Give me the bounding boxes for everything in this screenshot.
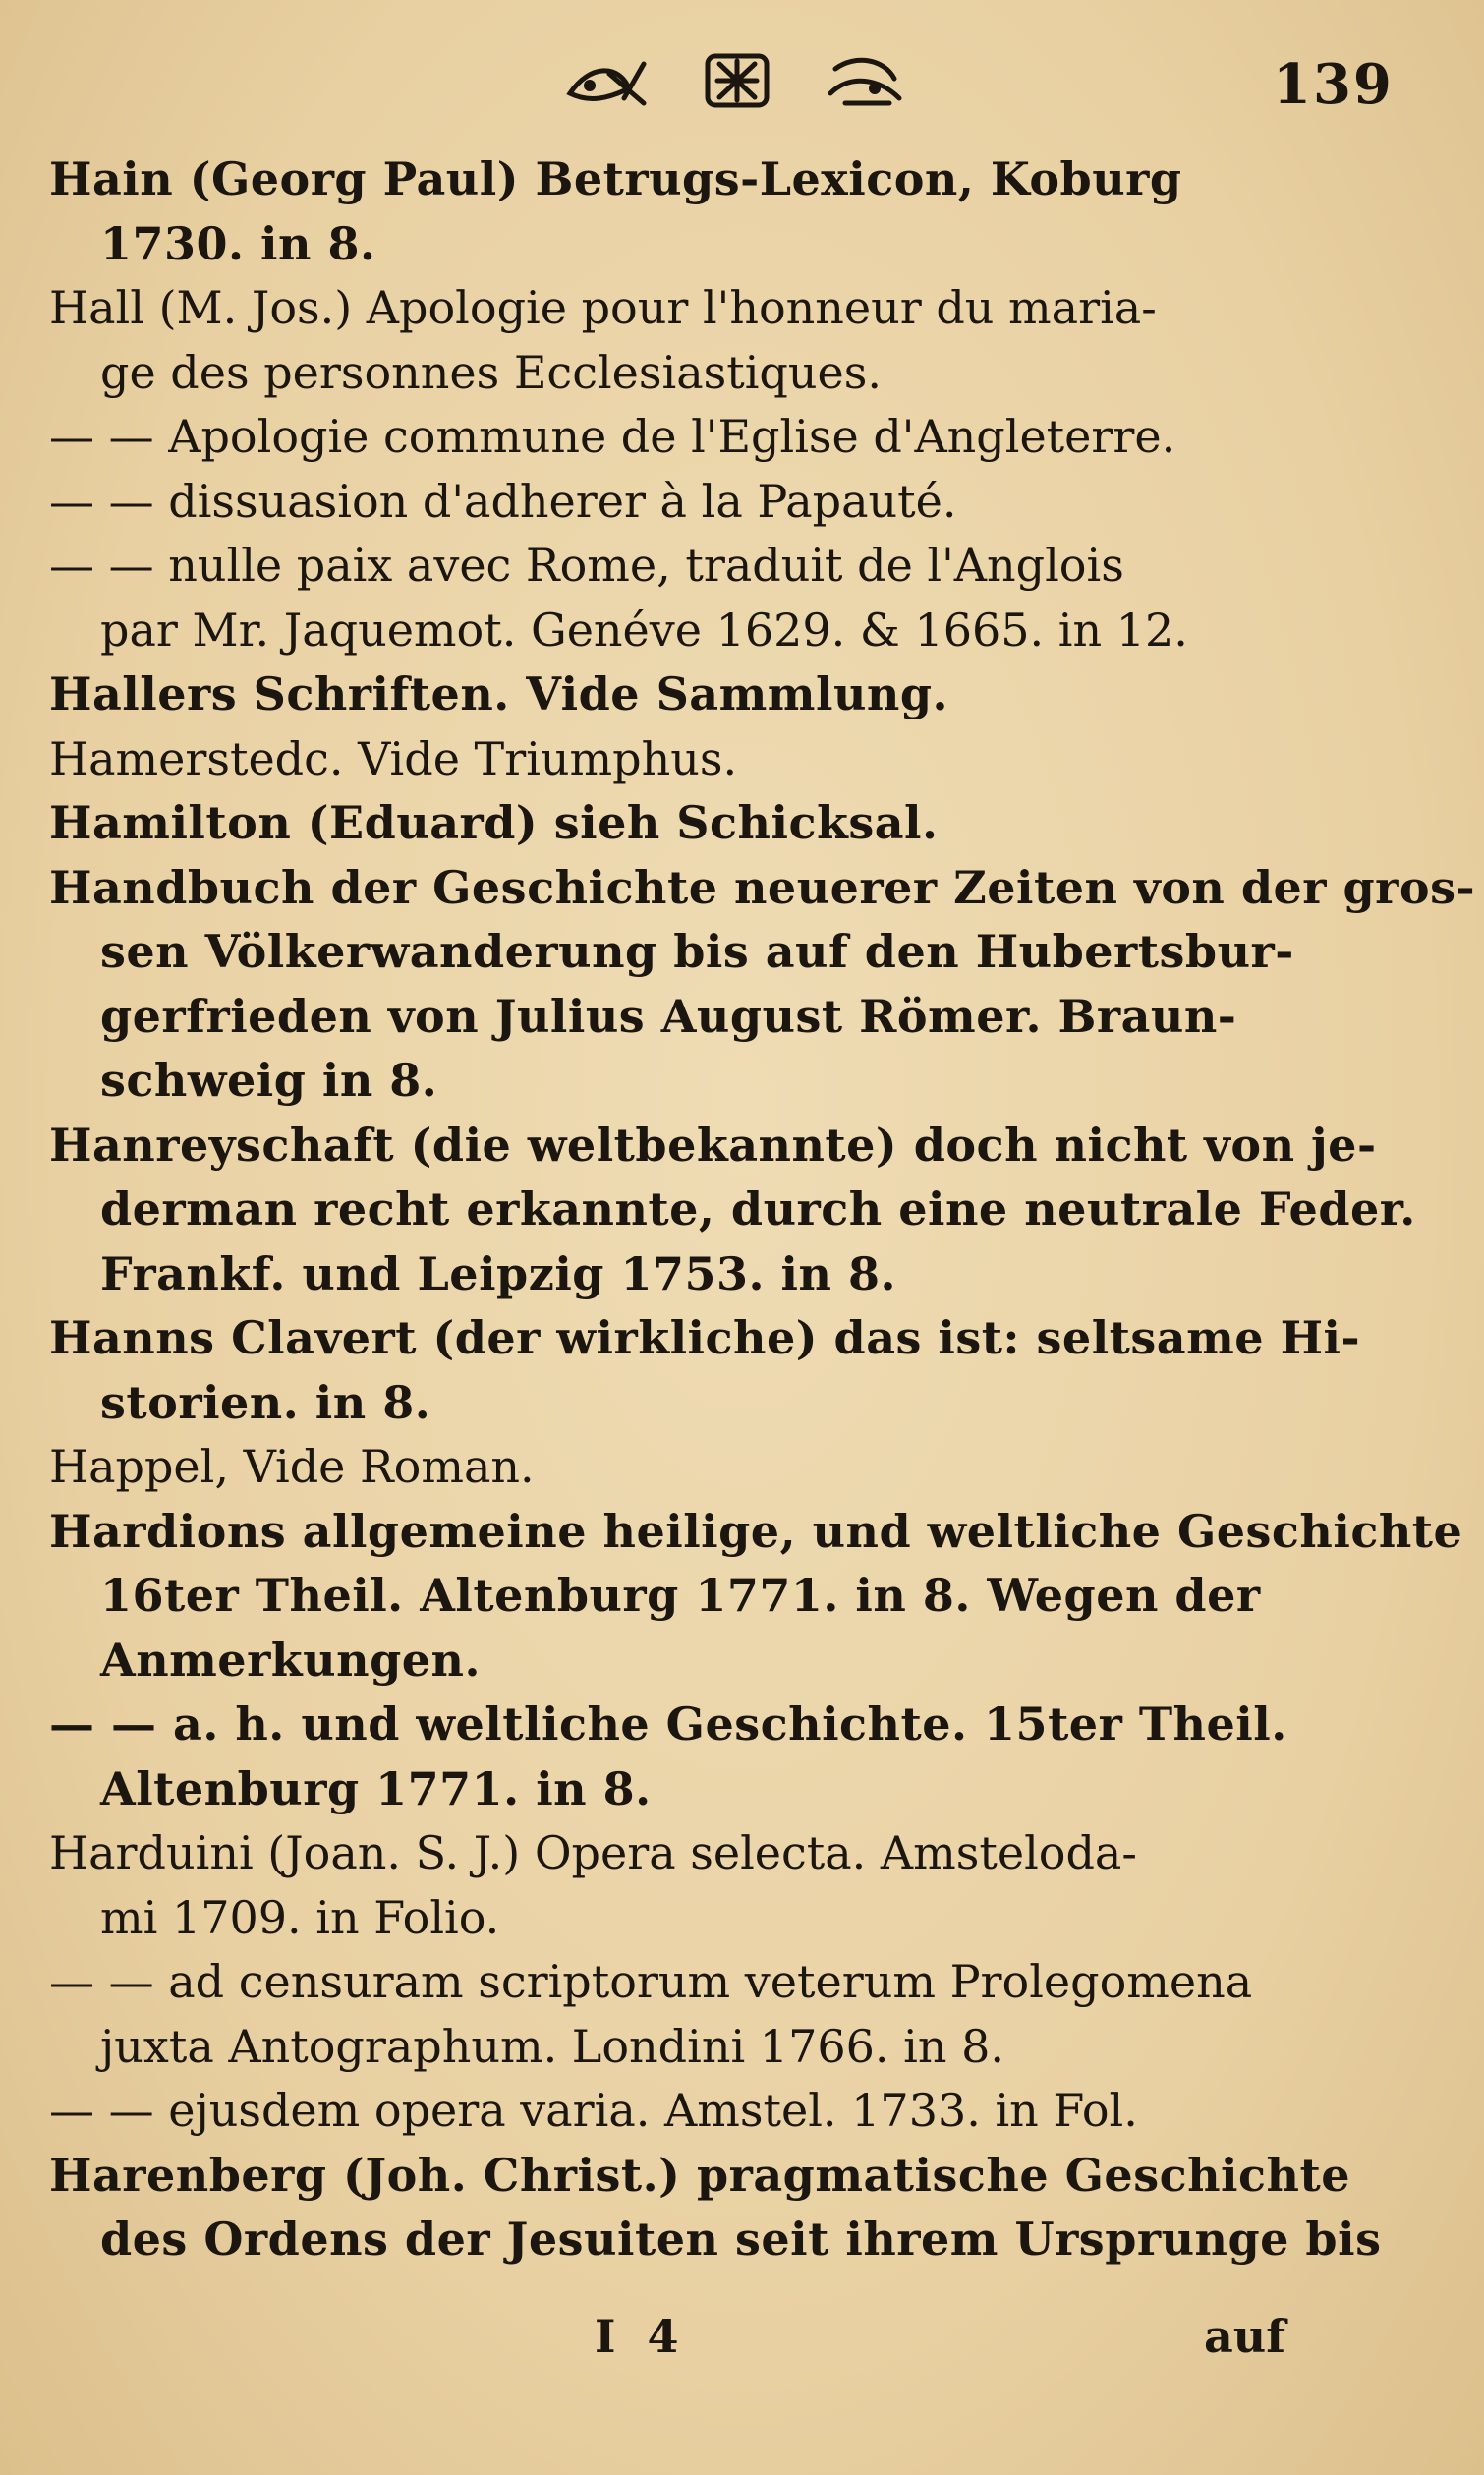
entry-line: Happel, Vide Roman. (49, 1440, 535, 1493)
entry-line: Harenberg (Joh. Christ.) pragmatische Geschichte (49, 2148, 1350, 2202)
page-footer (0, 2310, 1484, 2389)
entry-line: mi 1709. in Folio. (100, 1890, 500, 1944)
bibliography-entry (49, 1114, 1416, 1307)
entry-line: Hardions allgemeine heilige, und weltliche Geschichte (49, 1504, 1463, 1558)
bibliography-entry (49, 856, 1476, 1114)
entry-line: des Ordens der Jesuiten seit ihrem Ursprunge bis (100, 2213, 1382, 2266)
bibliography-entry (49, 470, 1386, 535)
entry-line: — — nulle paix avec Rome, traduit de l'Anglois (49, 539, 1124, 592)
entry-line: 1730. in 8. (100, 216, 376, 270)
entry-line: juxta Antographum. Londini 1766. in 8. (100, 2019, 1004, 2073)
entry-line: Hanreyschaft (die weltbekannte) doch nicht von je- (49, 1118, 1377, 1172)
bibliography-entry (49, 276, 1386, 405)
bibliography-entry (49, 2079, 1386, 2144)
bibliography-entry (49, 1950, 1386, 2079)
bibliography-list (49, 147, 1476, 2273)
entry-line: Hain (Georg Paul) Betrugs-Lexicon, Koburg (49, 152, 1182, 205)
entry-line: par Mr. Jaquemot. Genéve 1629. & 1665. in 12. (100, 603, 1188, 657)
entry-line: — — ejusdem opera varia. Amstel. 1733. in Fol. (49, 2084, 1138, 2137)
entry-line: — — Apologie commune de l'Eglise d'Angleterre. (49, 410, 1176, 463)
bibliography-entry (49, 534, 1386, 662)
bibliography-entry (49, 1500, 1463, 1694)
entry-line: — — dissuasion d'adherer à la Papauté. (49, 474, 957, 528)
bibliography-entry (49, 1821, 1386, 1950)
entry-line: Handbuch der Geschichte neuerer Zeiten von der gros- (49, 860, 1476, 914)
entry-line: Harduini (Joan. S. J.) Opera selecta. Amsteloda- (49, 1826, 1137, 1879)
bibliography-entry (49, 662, 1386, 727)
entry-line: Anmerkungen. (100, 1633, 481, 1687)
floral-vignette-icon (550, 44, 924, 113)
bibliography-entry (49, 791, 1386, 856)
bibliography-entry (49, 1693, 1386, 1821)
signature-mark: I 4 (595, 2310, 687, 2363)
bibliography-entry (49, 405, 1386, 470)
page-header (0, 34, 1484, 123)
bibliography-entry (49, 727, 1386, 792)
entry-line: storien. in 8. (100, 1375, 431, 1429)
bibliography-entry (49, 2144, 1386, 2273)
entry-line: 16ter Theil. Altenburg 1771. in 8. Wegen der (100, 1569, 1261, 1622)
entry-line: Altenburg 1771. in 8. (100, 1761, 652, 1815)
page-number: 139 (1273, 52, 1394, 117)
entry-line: ge des personnes Ecclesiastiques. (100, 345, 882, 399)
entry-line: Hanns Clavert (der wirkliche) das ist: seltsame Hi- (49, 1311, 1361, 1364)
entry-line: sen Völkerwanderung bis auf den Hubertsbur- (100, 925, 1294, 978)
bibliography-entry (49, 1435, 1386, 1500)
bibliography-entry (49, 147, 1386, 276)
entry-line: Hallers Schriften. Vide Sammlung. (49, 667, 949, 720)
entry-line: — — ad censuram scriptorum veterum Prolegomena (49, 1955, 1253, 2008)
entry-line: Frankf. und Leipzig 1753. in 8. (100, 1246, 896, 1300)
entry-line: — — a. h. und weltliche Geschichte. 15ter Theil. (49, 1698, 1287, 1751)
bibliography-entry (49, 1306, 1386, 1435)
entry-line: gerfrieden von Julius August Römer. Braun- (100, 989, 1237, 1043)
entry-line: schweig in 8. (100, 1054, 438, 1107)
catchword: auf (1204, 2310, 1286, 2363)
entry-line: Hamerstedc. Vide Triumphus. (49, 731, 738, 785)
entry-line: derman recht erkannte, durch eine neutrale Feder. (100, 1182, 1416, 1236)
entry-line: Hall (M. Jos.) Apologie pour l'honneur du maria- (49, 281, 1157, 334)
entry-line: Hamilton (Eduard) sieh Schicksal. (49, 796, 939, 849)
